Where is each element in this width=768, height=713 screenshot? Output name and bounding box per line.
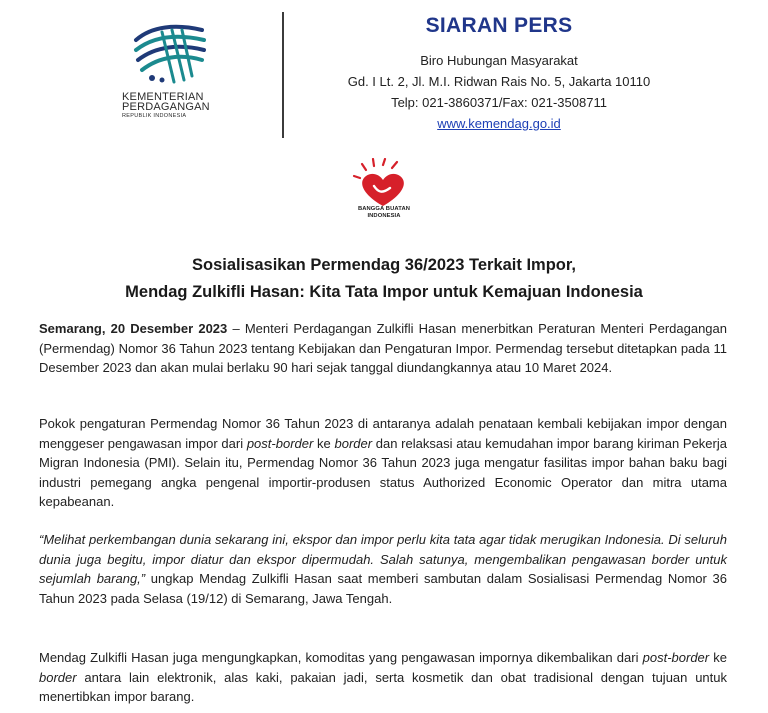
press-header — [300, 14, 698, 134]
headline — [40, 252, 728, 306]
kemendag-logo-icon — [132, 22, 210, 86]
ministry-line-2: PERDAGANGAN — [122, 101, 210, 113]
headline-line-1: Sosialisasikan Permendag 36/2023 Terkait Impor, — [192, 256, 576, 274]
header-divider — [282, 12, 284, 138]
paragraph-4-text-c: antara lain elektronik, alas kaki, pakaian jadi, serta kosmetik dan obat tradisional dengan tujuan untuk menertibkan impor barang. — [39, 669, 727, 705]
paragraph-4-text-a: Mendag Zulkifli Hasan juga mengungkapkan, komoditas yang pengawasan impornya dikembalikan dari — [39, 650, 643, 665]
paragraph-2-text-a: Pokok pengaturan Permendag Nomor 36 Tahun 2023 di antaranya adalah penataan kembali kebijakan impor dengan menggeser pengawasan impor dari — [39, 416, 727, 451]
paragraph-2-em-2: border — [334, 435, 373, 451]
paragraph-1 — [39, 319, 727, 378]
press-title: SIARAN PERS — [425, 14, 573, 37]
paragraph-2-text-b: ke — [313, 435, 335, 451]
paragraph-4-text-b: ke — [709, 650, 727, 665]
ministry-line-1: KEMENTERIAN — [122, 91, 204, 103]
website-link[interactable]: www.kemendag.go.id — [437, 116, 561, 131]
paragraph-4-em-2: border — [39, 669, 77, 685]
phone-fax: Telp: 021-3860371/Fax: 021-3508711 — [391, 95, 607, 110]
paragraph-3-text: ungkap Mendag Zulkifli Hasan saat memberi sambutan dalam Sosialisasi Permendag Nomor 36 Tahun 2023 pada Selasa (19/12) di Semarang, Jawa Tengah. — [39, 571, 727, 606]
dateline: Semarang, 20 Desember 2023 — [39, 321, 228, 336]
paragraph-4 — [39, 648, 727, 707]
badge-text — [340, 206, 428, 220]
paragraph-4-em-1: post-border — [642, 650, 710, 665]
ministry-name — [122, 92, 210, 120]
badge-line-1: BANGGA BUATAN — [357, 206, 411, 212]
address: Gd. I Lt. 2, Jl. M.I. Ridwan Rais No. 5, Jakarta 10110 — [347, 74, 651, 89]
paragraph-1-text: – Menteri Perdagangan Zulkifli Hasan menerbitkan Peraturan Menteri Perdagangan (Permendag) Nomor 36 Tahun 2023 tentang Kebijakan dan Pengaturan Impor. Permendag tersebut ditetapkan pada 11 Desember 2023 dan akan mulai berlaku 90 hari sejak tanggal diundangkannya atau 10 Maret 2024. — [39, 321, 727, 376]
bureau-name: Biro Hubungan Masyarakat — [420, 53, 578, 68]
paragraph-2-text-c: dan relaksasi atau kemudahan impor barang kiriman Pekerja Migran Indonesia (PMI). Selain itu, Permendag Nomor 36 Tahun 2023 juga mengatur fasilitas impor bahan baku bagi industri pemegang angka pengenal importir-produsen status Authorized Economic Operator dan mitra utama kepabeanan. — [39, 435, 727, 510]
headline-line-2: Mendag Zulkifli Hasan: Kita Tata Impor untuk Kemajuan Indonesia — [125, 283, 643, 301]
paragraph-3 — [39, 530, 727, 608]
paragraph-2 — [39, 414, 727, 512]
paragraph-2-em-1: post-border — [246, 435, 314, 451]
badge-line-2: INDONESIA — [367, 213, 401, 219]
paragraph-3-quote: “Melihat perkembangan dunia sekarang ini, ekspor dan impor perlu kita tata agar tidak merugikan Indonesia. Di seluruh dunia juga begitu, impor diatur dan ekspor dipermudah. Salah satunya, mengembalikan pengawasan border untuk sejumlah barang,” — [39, 532, 727, 587]
ministry-line-3: REPUBLIK INDONESIA — [122, 113, 187, 119]
